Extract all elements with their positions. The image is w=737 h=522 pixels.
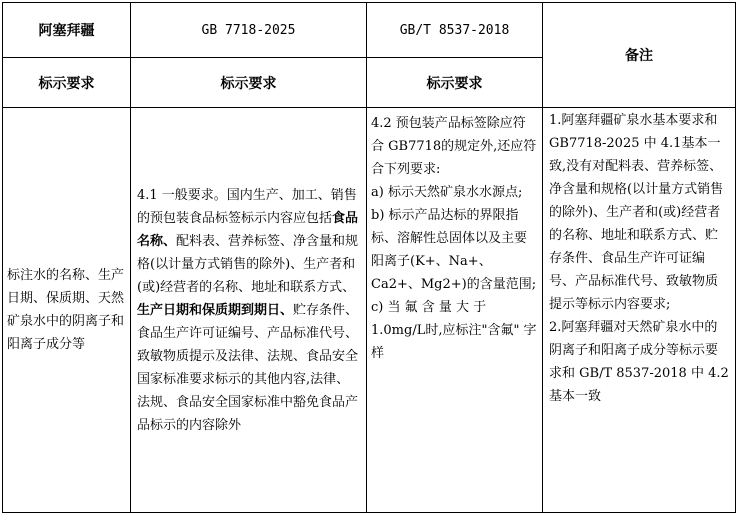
gb7718-bold-food-name: 食品名称、 [137,210,359,249]
gbt8537-item-c: c) 当 氟 含 量 大 于 1.0mg/L时,应标注"含氟" 字样 [371,300,537,361]
remark-item-1: 1.阿塞拜疆矿泉水基本要求和 GB7718-2025 中 4.1基本一致,没有对配料表、营养标签、净含量和规格(以计量方式销售的除外)、生产者和(或)经营者的名称、地址和联系方式、贮存条件、食品生产许可证编号、产品标准代号、致敏物质提示等标示内容要求; [549,113,724,312]
header-azerbaijan: 阿塞拜疆 [3,3,131,58]
header-gbt8537: GB/T 8537-2018 [367,3,543,58]
content-row [3,108,736,513]
gbt8537-requirement-text [367,108,542,365]
comparison-table [2,2,736,513]
gbt8537-item-a: a) 标示天然矿泉水水源点; [371,185,523,200]
header-remarks: 备注 [543,3,736,108]
remarks-cell [543,108,736,513]
gb7718-requirement-cell [131,108,367,513]
gbt8537-intro: 4.2 预包装产品标签除应符合 GB7718的规定外,还应符合下列要求: [371,116,537,177]
azerbaijan-requirement-cell [3,108,131,513]
gb7718-requirement-text [131,184,366,437]
remark-item-2: 2.阿塞拜疆对天然矿泉水中的阴离子和阳离子成分等标示要求和 GB/T 8537-2018 中 4.2基本一致 [549,320,729,404]
azerbaijan-requirement-text: 标注水的名称、生产日期、保质期、天然矿泉水中的阴离子和阳离子成分等 [7,268,125,352]
header-gb7718: GB 7718-2025 [131,3,367,58]
subheader-gb7718: 标示要求 [131,58,367,108]
header-row [3,3,736,58]
remarks-text [543,108,735,408]
gb7718-text-part1: 4.1 一般要求。国内生产、加工、销售的预包装食品标签标示内容应包括 [137,187,357,226]
gbt8537-item-b: b) 标示产品达标的界限指标、溶解性总固体以及主要阳离子(K+、Na+、Ca2+、Mg2+)的含量范围; [371,208,537,292]
gb7718-text-part3: 贮存条件、食品生产许可证编号、产品标准代号、致敏物质提示及法律、法规、食品安全国家标准要求标示的其他内容,法律、法规、食品安全国家标准中豁免食品产品标示的内容除外 [137,302,359,433]
gb7718-text-part2: 配料表、营养标签、净含量和规格(以计量方式销售的除外)、生产者和(或)经营者的名称、地址和联系方式、 [137,233,359,295]
subheader-azerbaijan: 标示要求 [3,58,131,108]
subheader-gbt8537: 标示要求 [367,58,543,108]
gbt8537-requirement-cell [367,108,543,513]
gb7718-bold-date: 生产日期和保质期到期日、 [137,302,294,318]
